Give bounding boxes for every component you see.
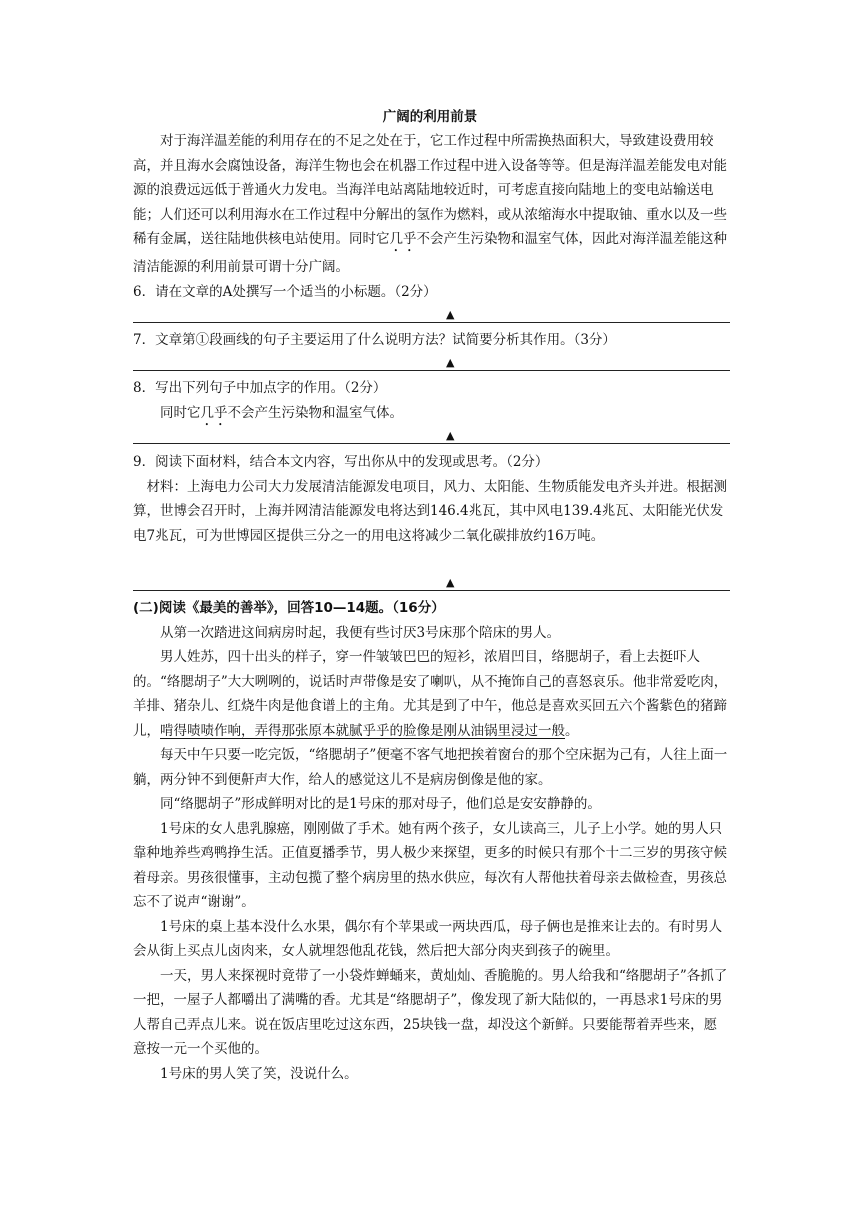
- question-text: 9．阅读下面材料，结合本文内容，写出你从中的发现或思考。（2分）: [133, 454, 549, 470]
- answer-marker: ▲: [446, 576, 455, 589]
- question-text: 6．请在文章的A处撰写一个适当的小标题。（2分）: [133, 284, 437, 300]
- section-subtitle: 广阔的利用前景: [382, 109, 478, 125]
- dotted-char: 乎: [214, 404, 228, 421]
- answer-marker: ▲: [446, 356, 455, 369]
- paragraph: 一天，男人来探视时竟带了一小袋炸蝉蛹来，黄灿灿、香脆脆的。男人给我和“络腮胡子”各抓了一把，一屋子人都嚼出了满嘴的香。尤其是“络腮胡子”，像发现了新大陆似的，一再恳求1号床的男人帮自己弄点儿来。说在饭店里吃过这东西，25块钱一盘，却没这个新鲜。只要能帮着弄些来，愿意按一元一个买他的。: [133, 967, 728, 1057]
- answer-line[interactable]: [133, 322, 730, 323]
- question-7: [133, 328, 729, 353]
- paragraph: [133, 645, 729, 743]
- paragraph: 1号床的女人患乳腺癌，刚刚做了手术。她有两个孩子，女儿读高三，儿子上小学。她的男人只靠种地养些鸡鸭挣生活。正值夏播季节，男人极少来探望，更多的时候只有那个十二三岁的男孩守候着母亲。男孩很懂事，主动包揽了整个病房里的热水供应，每次有人帮他扶着母亲去做检查，男孩总忘不了说声“谢谢”。: [133, 820, 727, 910]
- answer-line[interactable]: [133, 370, 730, 371]
- paragraph: [133, 129, 729, 280]
- paragraph: 从第一次踏进这间病房时起，我便有些讨厌3号床那个陪床的男人。: [160, 624, 561, 641]
- paragraph-text: 不会产生污染物和温室气体，因此对海洋温差能这种清洁能源的利用前景可谓十分广阔。: [133, 231, 727, 275]
- paragraph: 1号床的桌上基本没什么水果，偶尔有个苹果或一两块西瓜，母子俩也是推来让去的。有时男人会从街上买点儿卤肉来，女人就埋怨他乱花钱，然后把大部分肉夹到孩子的碗里。: [133, 918, 723, 959]
- paragraph-text: 男人姓苏，四十出头的样子，穿一件皱皱巴巴的短衫，浓眉凹目，络腮胡子，看上去挺吓人的。“络腮胡子”大大咧咧的，说话时声带像是安了喇叭，从不掩饰自己的喜怒哀乐。他非常爱吃肉，羊排、猪杂儿、红烧牛肉是他食谱上的主角。尤其是到了中午，他总是喜欢买回五六个酱紫色的猪蹄儿，: [133, 649, 728, 739]
- underlined-sentence: 啃得啧啧作响，弄得那张原本就腻乎乎的脸像是刚从油锅里浸过一般: [160, 722, 565, 739]
- answer-line[interactable]: [133, 443, 730, 444]
- dotted-char: 几: [389, 231, 403, 247]
- section-one-text: [133, 129, 729, 280]
- dotted-char: 乎: [403, 231, 417, 247]
- section-heading: (二)阅读《最美的善举》，回答10—14题。（16分）: [133, 600, 445, 616]
- sentence-text: 同时它: [160, 404, 201, 421]
- answer-marker: ▲: [446, 308, 455, 321]
- question-9: [133, 450, 729, 548]
- dotted-char: 几: [200, 404, 214, 421]
- question-text: 8．写出下列句子中加点字的作用。（2分）: [133, 380, 387, 396]
- question-material: 材料：上海电力公司大力发展清洁能源发电项目，风力、太阳能、生物质能发电齐头并进。根据测算，世博会召开时，上海并网清洁能源发电将达到146.4兆瓦，其中风电139.4兆瓦、太阳能光伏发电7兆瓦，可为世博园区提供三分之一的用电这将减少二氧化碳排放约16万吨。: [133, 478, 727, 544]
- paragraph-text: 。: [565, 722, 579, 739]
- paragraph: 每天中午只要一吃完饭，“络腮胡子”便毫不客气地把挨着窗台的那个空床据为己有，人往上面一躺，两分钟不到便鼾声大作，给人的感觉这儿不是病房倒像是他的家。: [133, 747, 728, 788]
- sentence-text: 不会产生污染物和温室气体。: [227, 404, 403, 421]
- section-two: [133, 596, 729, 1086]
- question-sentence: [133, 401, 729, 429]
- paragraph: 1号床的男人笑了笑，没说什么。: [160, 1065, 358, 1082]
- question-6: [133, 280, 729, 305]
- question-text: 7．文章第①段画线的句子主要运用了什么说明方法？试简要分析其作用。（3分）: [133, 332, 616, 348]
- paragraph: 同“络腮胡子”形成鲜明对比的是1号床的那对母子，他们总是安安静静的。: [160, 796, 601, 812]
- answer-marker: ▲: [446, 429, 455, 442]
- answer-line[interactable]: [133, 590, 730, 591]
- question-8: [133, 376, 729, 429]
- paragraph-text: 对于海洋温差能的利用存在的不足之处在于，它工作过程中所需换热面积大，导致建设费用较高，并且海水会腐蚀设备，海洋生物也会在机器工作过程中进入设备等等。但是海洋温差能发电对能源的浪费远远低于普通火力发电。当海洋电站离陆地较近时，可考虑直接向陆地上的变电站输送电能；人们还可以利用海水在工作过程中分解出的氢作为燃料，或从浓缩海水中提取铀、重水以及一些稀有金属，送往陆地供核电站使用。同时它: [133, 133, 727, 247]
